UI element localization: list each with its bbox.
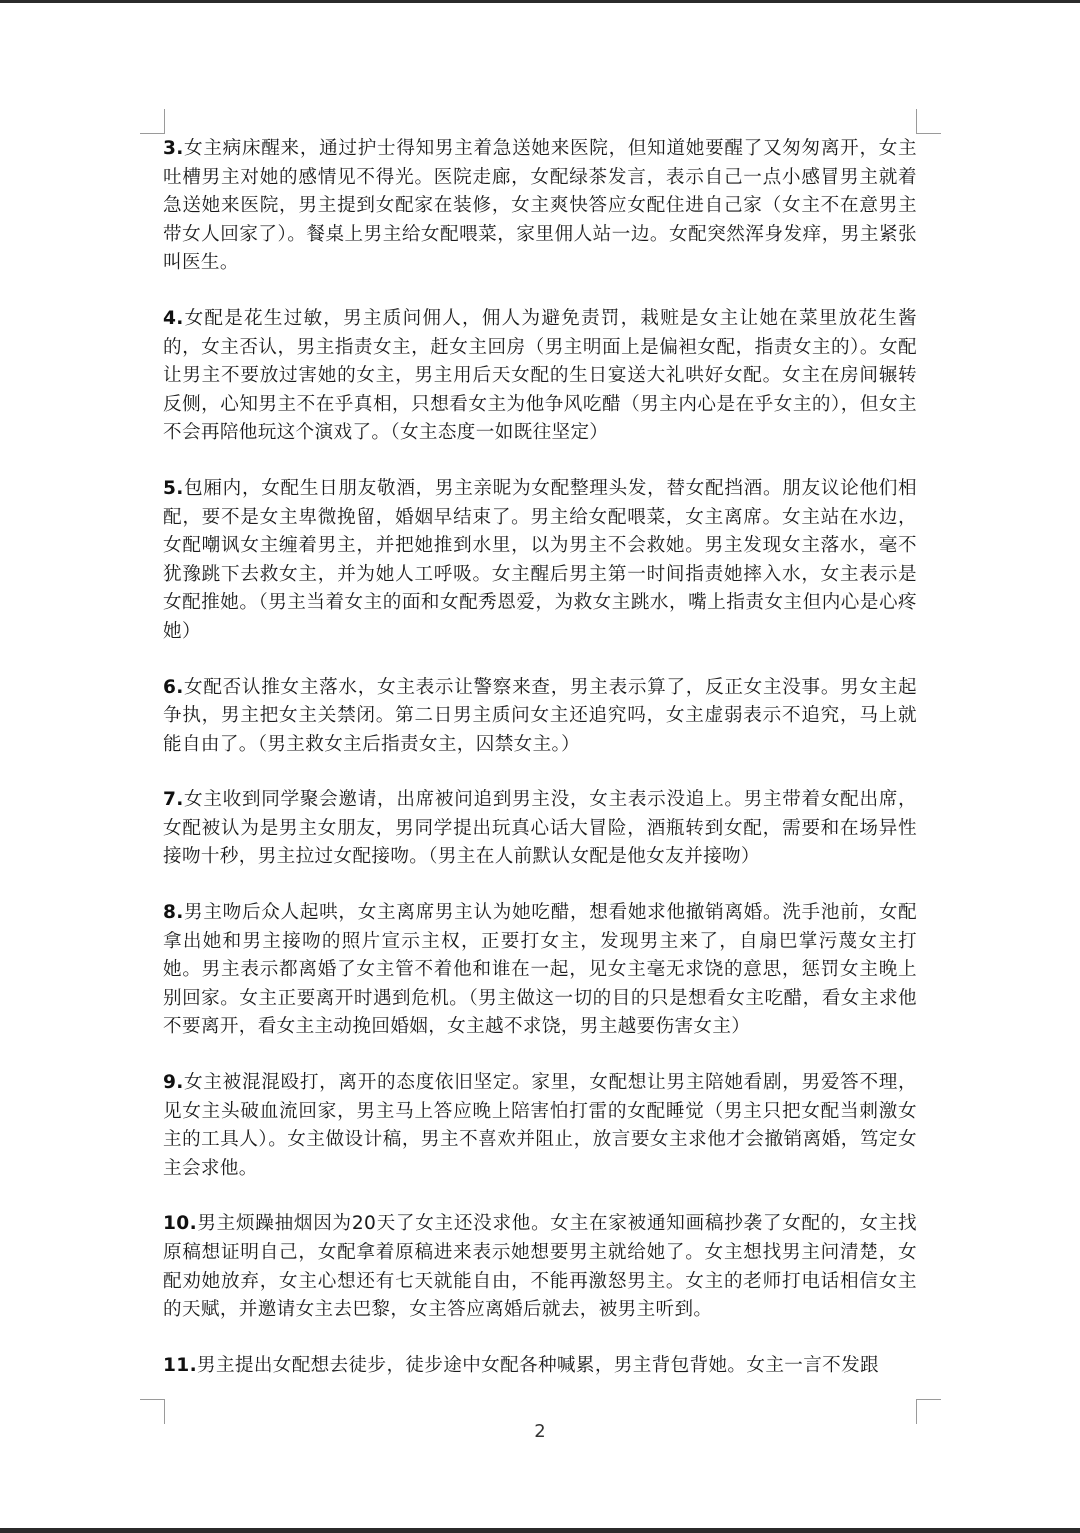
paragraph-6 xyxy=(163,674,917,760)
paragraph-text: 女主病床醒来，通过护士得知男主着急送她来医院，但知道她要醒了又匆匆离开，女主吐槽男主对她的感情见不得光。医院走廊，女配绿茶发言，表示自己一点小感冒男主就着急送她来医院，男主提到女配家在装修，女主爽快答应女配住进自己家（女主不在意男主带女人回家了）。餐桌上男主给女配喂菜，家里佣人站一边。女配突然浑身发痒，男主紧张叫医生。 xyxy=(163,138,917,274)
paragraph-number: 6. xyxy=(163,676,184,698)
paragraph-text: 男主烦躁抽烟因为20天了女主还没求他。女主在家被通知画稿抄袭了女配的，女主找原稿想证明自己，女配拿着原稿进来表示她想要男主就给她了。女主想找男主问清楚，女配劝她放弃，女主心想还有七天就能自由，不能再激怒男主。女主的老师打电话相信女主的天赋，并邀请女主去巴黎，女主答应离婚后就去，被男主听到。 xyxy=(163,1213,917,1321)
page-number: 2 xyxy=(534,1421,546,1442)
paragraph-text: 男主吻后众人起哄，女主离席男主认为她吃醋，想看她求他撤销离婚。洗手池前，女配拿出她和男主接吻的照片宣示主权，正要打女主，发现男主来了，自扇巴掌污蔑女主打她。男主表示都离婚了女主管不着他和谁在一起，见女主毫无求饶的意思，惩罚女主晚上别回家。女主正要离开时遇到危机。（男主做这一切的目的只是想看女主吃醋，看女主求他不要离开，看女主主动挽回婚姻，女主越不求饶，男主越要伤害女主） xyxy=(163,902,917,1038)
bottom-edge-bar xyxy=(0,1528,1080,1533)
paragraph-text: 女主被混混殴打，离开的态度依旧坚定。家里，女配想让男主陪她看剧，男爱答不理，见女主头破血流回家，男主马上答应晚上陪害怕打雷的女配睡觉（男主只把女配当刺激女主的工具人）。女主做设计稿，男主不喜欢并阻止，放言要女主求他才会撤销离婚，笃定女主会求他。 xyxy=(163,1072,917,1179)
crop-mark-top-right xyxy=(916,109,941,134)
paragraph-9 xyxy=(163,1069,917,1183)
crop-mark-top-left xyxy=(140,109,165,134)
paragraph-number: 10. xyxy=(163,1213,197,1235)
paragraph-3 xyxy=(163,135,917,278)
paragraph-text: 女配否认推女主落水，女主表示让警察来查，男主表示算了，反正女主没事。男女主起争执，男主把女主关禁闭。第二日男主质问女主还追究吗，女主虚弱表示不追究，马上就能自由了。（男主救女主后指责女主，囚禁女主。） xyxy=(163,676,917,755)
paragraph-text: 包厢内，女配生日朋友敬酒，男主亲昵为女配整理头发，替女配挡酒。朋友议论他们相配，要不是女主卑微挽留，婚姻早结束了。男主给女配喂菜，女主离席。女主站在水边，女配嘲讽女主缠着男主，并把她推到水里，以为男主不会救她。男主发现女主落水，毫不犹豫跳下去救女主，并为她人工呼吸。女主醒后男主第一时间指责她摔入水，女主表示是女配推她。（男主当着女主的面和女配秀恩爱，为救女主跳水，嘴上指责女主但内心是心疼她） xyxy=(163,477,917,642)
paragraph-text: 女主收到同学聚会邀请，出席被问追到男主没，女主表示没追上。男主带着女配出席，女配被认为是男主女朋友，男同学提出玩真心话大冒险，酒瓶转到女配，需要和在场异性接吻十秒，男主拉过女配接吻。（男主在人前默认女配是他女友并接吻） xyxy=(163,789,917,868)
paragraph-5 xyxy=(163,475,917,647)
paragraph-number: 4. xyxy=(163,307,184,329)
paragraph-7 xyxy=(163,786,917,872)
paragraph-number: 11. xyxy=(163,1354,197,1376)
paragraph-number: 8. xyxy=(163,902,184,924)
paragraph-11 xyxy=(163,1352,917,1380)
document-page xyxy=(0,3,1080,1528)
paragraph-4 xyxy=(163,305,917,448)
paragraph-8 xyxy=(163,899,917,1042)
paragraph-number: 7. xyxy=(163,789,184,811)
paragraph-10 xyxy=(163,1210,917,1324)
paragraph-number: 9. xyxy=(163,1072,184,1094)
paragraph-text: 男主提出女配想去徒步，徒步途中女配各种喊累，男主背包背她。女主一言不发跟 xyxy=(197,1354,879,1376)
paragraph-text: 女配是花生过敏，男主质问佣人，佣人为避免责罚，栽赃是女主让她在菜里放花生酱的，女主否认，男主指责女主，赶女主回房（男主明面上是偏袒女配，指责女主的）。女配让男主不要放过害她的女主，男主用后天女配的生日宴送大礼哄好女配。女主在房间辗转反侧，心知男主不在乎真相，只想看女主为他争风吃醋（男主内心是在乎女主的），但女主不会再陪他玩这个演戏了。（女主态度一如既往坚定） xyxy=(163,307,917,444)
paragraph-number: 5. xyxy=(163,477,184,499)
paragraph-number: 3. xyxy=(163,138,184,159)
page-content xyxy=(163,135,917,1380)
